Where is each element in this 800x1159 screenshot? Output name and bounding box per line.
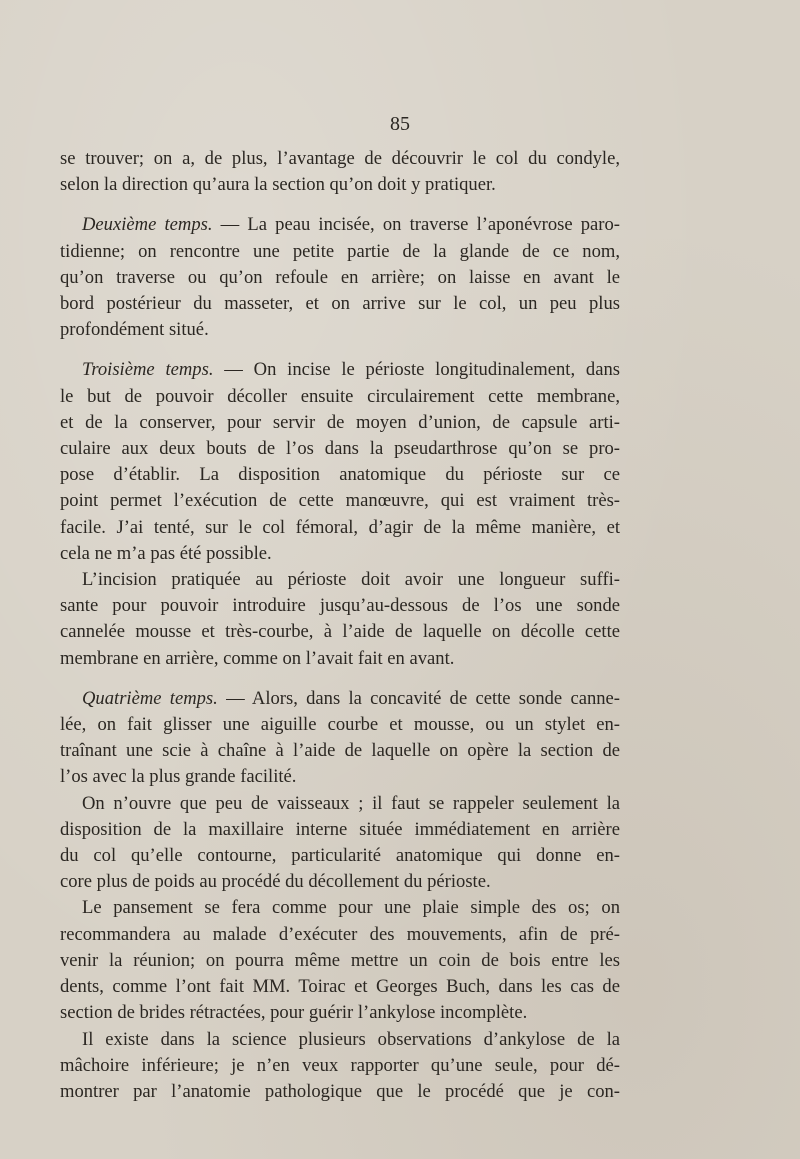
text-line: point permet l’exécution de cette manœuvre, qui est vraiment très- xyxy=(60,490,620,512)
text-line xyxy=(60,686,620,712)
paragraph xyxy=(60,146,620,198)
paragraph-gap xyxy=(60,343,620,357)
text-line: profondément situé. xyxy=(60,319,209,341)
paragraph-gap xyxy=(60,672,620,686)
text-line xyxy=(60,212,620,238)
section-heading: Troisième temps. xyxy=(82,359,214,381)
body-text xyxy=(60,146,620,1105)
text-line: du col qu’elle contourne, particularité anatomique qui donne en- xyxy=(60,845,620,867)
text-run: — Alors, dans la concavité de cette sonde canne- xyxy=(217,687,620,709)
text-line: pose d’établir. La disposition anatomique du périoste sur ce xyxy=(60,464,620,486)
paragraph xyxy=(60,567,620,672)
text-line: On n’ouvre que peu de vaisseaux ; il faut se rappeler seulement la xyxy=(82,792,620,814)
text-line: cannelée mousse et très-courbe, à l’aide de laquelle on décolle cette xyxy=(60,621,620,643)
text-line: le but de pouvoir décoller ensuite circulairement cette membrane, xyxy=(60,385,620,407)
paragraph xyxy=(60,791,620,896)
text-line: dents, comme l’ont fait MM. Toirac et Georges Buch, dans les cas de xyxy=(60,976,620,998)
text-line: core plus de poids au procédé du décollement du périoste. xyxy=(60,871,491,893)
text-run: — On incise le périoste longitudinalement, dans xyxy=(213,359,620,381)
text-line: tidienne; on rencontre une petite partie de la glande de ce nom, xyxy=(60,240,620,262)
text-line: qu’on traverse ou qu’on refoule en arrière; on laisse en avant le xyxy=(60,266,620,288)
text-line: lée, on fait glisser une aiguille courbe et mousse, ou un stylet en- xyxy=(60,714,620,736)
paragraph xyxy=(60,212,620,343)
text-line: recommandera au malade d’exécuter des mouvements, afin de pré- xyxy=(60,923,620,945)
text-line xyxy=(60,357,620,383)
text-line: Il existe dans la science plusieurs observations d’ankylose de la xyxy=(82,1028,620,1050)
paragraph xyxy=(60,1027,620,1106)
text-line: l’os avec la plus grande facilité. xyxy=(60,766,297,788)
text-line: venir la réunion; on pourra même mettre un coin de bois entre les xyxy=(60,949,620,971)
section-heading: Deuxième temps. xyxy=(82,214,213,236)
paragraph xyxy=(60,686,620,791)
text-line: et de la conserver, pour servir de moyen d’union, de capsule arti- xyxy=(60,411,620,433)
text-line: mâchoire inférieure; je n’en veux rapporter qu’une seule, pour dé- xyxy=(60,1054,620,1076)
text-line: montrer par l’anatomie pathologique que le procédé que je con- xyxy=(60,1080,620,1102)
text-line: cela ne m’a pas été possible. xyxy=(60,542,272,564)
text-line: facile. J’ai tenté, sur le col fémoral, d’agir de la même manière, et xyxy=(60,516,620,538)
text-line: se trouver; on a, de plus, l’avantage de découvrir le col du condyle, xyxy=(60,148,620,169)
text-line: disposition de la maxillaire interne située immédiatement en arrière xyxy=(60,818,620,840)
text-line: selon la direction qu’aura la section qu’on doit y pratiquer. xyxy=(60,174,496,196)
text-line: Le pansement se fera comme pour une plaie simple des os; on xyxy=(82,897,620,919)
text-run: — La peau incisée, on traverse l’aponévrose paro- xyxy=(212,214,620,236)
text-line: culaire aux deux bouts de l’os dans la pseudarthrose qu’on se pro- xyxy=(60,438,620,460)
section-heading: Quatrième temps. xyxy=(82,687,218,709)
text-line: bord postérieur du masseter, et on arrive sur le col, un peu plus xyxy=(60,293,620,315)
text-line: L’incision pratiquée au périoste doit avoir une longueur suffi- xyxy=(82,569,620,591)
text-line: sante pour pouvoir introduire jusqu’au-dessous de l’os une sonde xyxy=(60,595,620,617)
page-number: 85 xyxy=(390,113,410,135)
text-line: membrane en arrière, comme on l’avait fait en avant. xyxy=(60,647,455,669)
paragraph xyxy=(60,357,620,567)
text-line: section de brides rétractées, pour guérir l’ankylose incomplète. xyxy=(60,1002,528,1024)
text-line: traînant une scie à chaîne à l’aide de laquelle on opère la section de xyxy=(60,740,620,762)
paragraph xyxy=(60,895,620,1026)
paragraph-gap xyxy=(60,198,620,212)
